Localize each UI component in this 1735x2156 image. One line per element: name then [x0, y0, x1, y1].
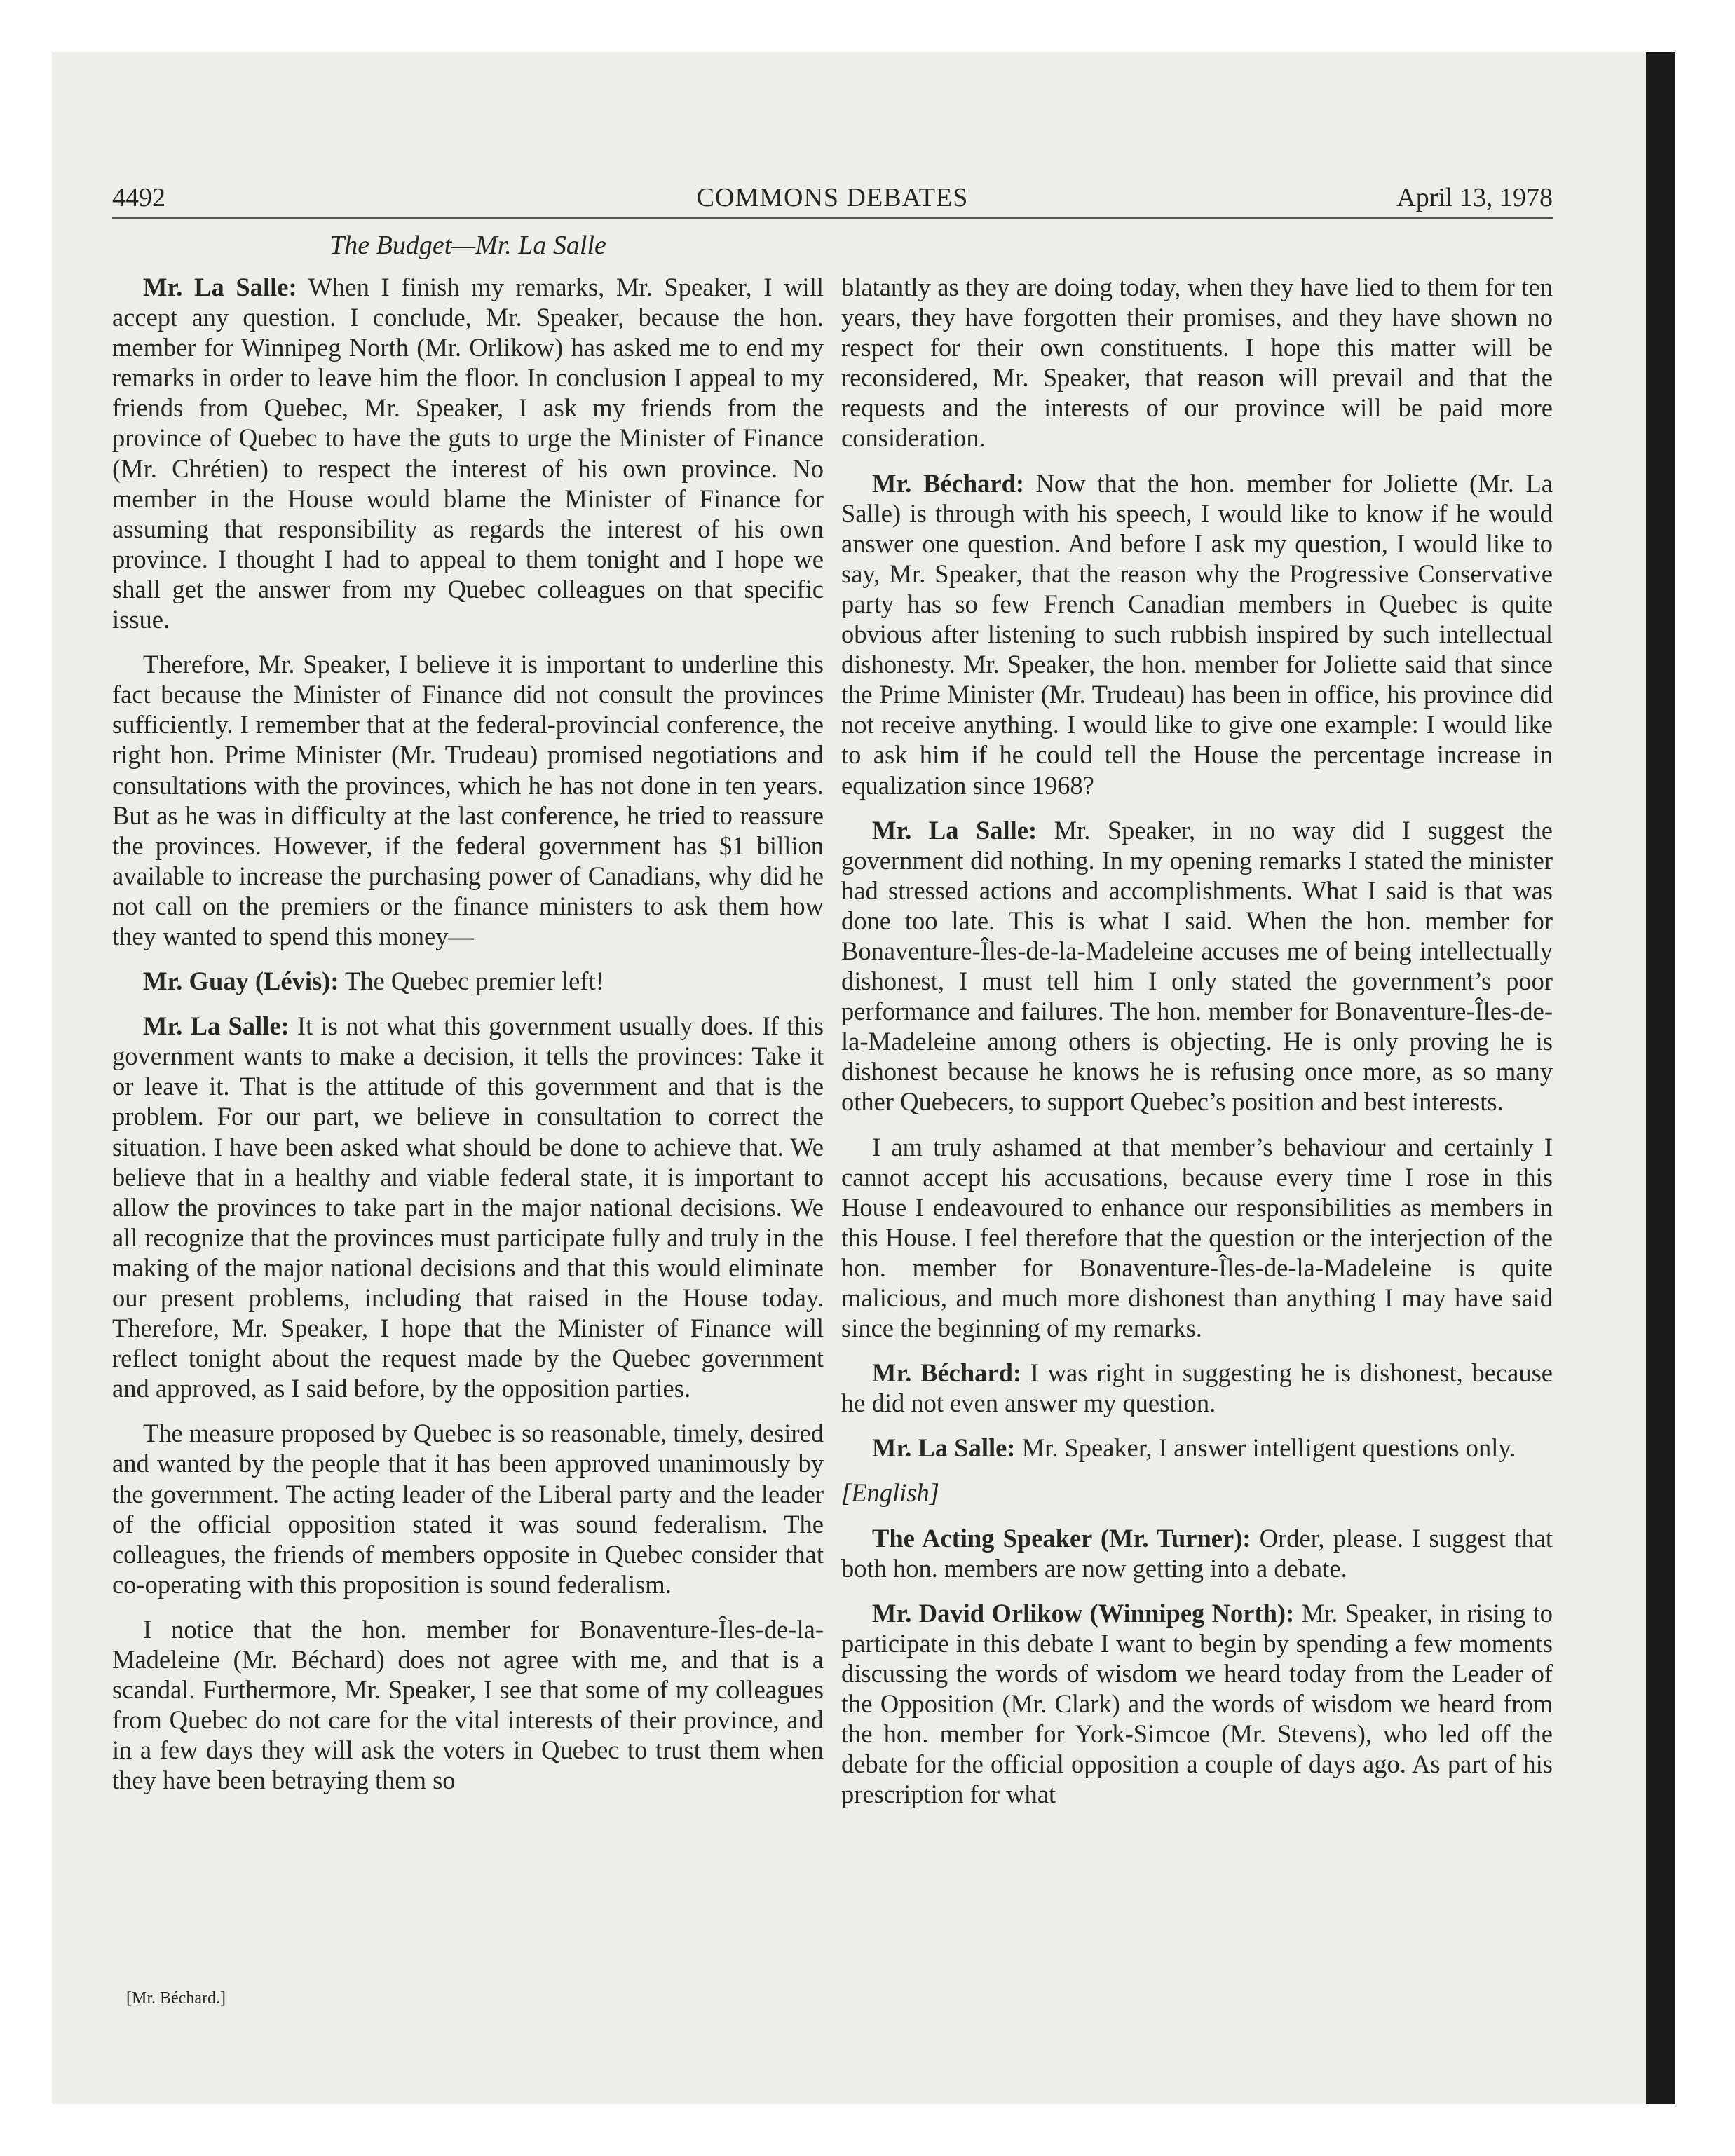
speaker-name: The Acting Speaker (Mr. Turner):: [872, 1523, 1251, 1553]
paragraph: [112, 1418, 824, 1599]
left-column: [112, 272, 824, 1810]
page-number: 4492: [112, 183, 165, 212]
publication-title: COMMONS DEBATES: [696, 183, 969, 212]
paragraph-text: I was right in suggesting he is dishonest, because he did not even answer my question.: [841, 1358, 1553, 1418]
speaker-name: Mr. Béchard:: [872, 468, 1025, 498]
issue-date: April 13, 1978: [1396, 183, 1553, 212]
paragraph-text: I am truly ashamed at that member’s behaviour and certainly I cannot accept his accusations, because every time I rose in this House I endeavoured to enhance our responsibilities as members in this House. I feel therefore that the question or the interjection of the hon. member for Bonaventure-Îles-de-la-Madeleine is quite malicious, and much more dishonest than anything I may have said since the beginning of my remarks.: [841, 1132, 1553, 1343]
paragraph: [112, 966, 824, 996]
speaker-name: Mr. La Salle:: [872, 1433, 1016, 1463]
paragraph: [112, 1011, 824, 1403]
paragraph: [841, 1523, 1553, 1583]
paragraph: [841, 468, 1553, 800]
language-tag: [English]: [841, 1478, 939, 1508]
speaker-name: Mr. La Salle:: [872, 815, 1037, 845]
paragraph-text: blatantly as they are doing today, when they have lied to them for ten years, they have forgotten their promises, and they have shown no respect for their own constituents. I hope this matter will be reconsidered, Mr. Speaker, that reason will prevail and that the requests and the interests of our province will be paid more consideration.: [841, 273, 1553, 453]
speaker-name: Mr. Béchard:: [872, 1358, 1022, 1388]
paragraph: [841, 1358, 1553, 1418]
paragraph-text: The measure proposed by Quebec is so reasonable, timely, desired and wanted by the people that it has been approved unanimously by the government. The acting leader of the Liberal party and the leader of the official opposition stated it was sound federalism. The colleagues, the friends of members opposite in Quebec consider that co-operating with this proposition is sound federalism.: [112, 1419, 824, 1599]
paragraph-text: Therefore, Mr. Speaker, I believe it is important to underline this fact because the Minister of Finance did not consult the provinces sufficiently. I remember that at the federal-provincial conference, the right hon. Prime Minister (Mr. Trudeau) promised negotiations and consultations with the provinces, which he has not done in ten years. But as he was in difficulty at the last conference, he tried to reassure the provinces. However, if the federal government has $1 billion available to increase the purchasing power of Canadians, why did he not call on the premiers or the finance ministers to ask them how they wanted to spend this money—: [112, 650, 824, 950]
speaker-name: Mr. La Salle:: [143, 1011, 290, 1041]
speaker-name: Mr. Guay (Lévis):: [143, 967, 339, 996]
page-binding-edge: [1646, 52, 1675, 2104]
paragraph-text: Now that the hon. member for Joliette (Mr. La Salle) is through with his speech, I would like to know if he would answer one question. And before I ask my question, I would like to say, Mr. Speaker, that the reason why the Progressive Conservative party has so few French Canadian members in Quebec is quite obvious after listening to such rubbish inspired by such intellectual dishonesty. Mr. Speaker, the hon. member for Joliette said that since the Prime Minister (Mr. Trudeau) has been in office, his province did not receive anything. I would like to give one example: I would like to ask him if he could tell the House the percentage increase in equalization since 1968?: [841, 468, 1553, 800]
paragraph-text: It is not what this government usually does. If this government wants to make a decision, it tells the provinces: Take it or leave it. That is the attitude of this government and that is the problem. For our part, we believe in consultation to correct the situation. I have been asked what should be done to achieve that. We believe that in a healthy and viable federal state, it is important to allow the provinces to take part in the major national decisions. We all recognize that the provinces must participate fully and truly in the making of the major national decisions and that this would eliminate our present problems, including that raised in the House today. Therefore, Mr. Speaker, I hope that the Minister of Finance will reflect tonight about the request made by the Quebec government and approved, as I said before, by the opposition parties.: [112, 1011, 824, 1403]
speaker-name: Mr. David Orlikow (Winnipeg North):: [872, 1598, 1295, 1628]
paragraph-text: When I finish my remarks, Mr. Speaker, I will accept any question. I conclude, Mr. Speaker, because the hon. member for Winnipeg North (Mr. Orlikow) has asked me to end my remarks in order to leave him the floor. In conclusion I appeal to my friends from Quebec, Mr. Speaker, I ask my friends from the province of Quebec to have the guts to urge the Minister of Finance (Mr. Chrétien) to respect the interest of his own province. No member in the House would blame the Minister of Finance for assuming that responsibility as regards the interest of his own province. I thought I had to appeal to them tonight and I hope we shall get the answer from my Quebec colleagues on that specific issue.: [112, 273, 824, 634]
paragraph: [112, 272, 824, 634]
paragraph: [841, 272, 1553, 453]
section-subtitle: The Budget—Mr. La Salle: [329, 231, 606, 260]
paragraph-text: Order, please. I suggest that both hon. members are now getting into a debate.: [841, 1523, 1553, 1583]
footer-reference: [Mr. Béchard.]: [126, 1989, 226, 2007]
paragraph: [112, 649, 824, 951]
paragraph-text: The Quebec premier left!: [339, 967, 604, 996]
paragraph-text: I notice that the hon. member for Bonaventure-Îles-de-la-Madeleine (Mr. Béchard) does not agree with me, and that is a scandal. Furthermore, Mr. Speaker, I see that some of my colleagues from Quebec do not care for the vital interests of their province, and in a few days they will ask the voters in Quebec to trust them when they have been betraying them so: [112, 1614, 824, 1795]
paragraph: [841, 1433, 1553, 1463]
right-column: [841, 272, 1553, 1824]
paragraph-text: Mr. Speaker, in rising to participate in this debate I want to begin by spending a few moments discussing the words of wisdom we heard today from the Leader of the Opposition (Mr. Clark) and the words of wisdom we heard from the hon. member for York-Simcoe (Mr. Stevens), who led off the debate for the official opposition a couple of days ago. As part of his prescription for what: [841, 1598, 1553, 1809]
speaker-name: Mr. La Salle:: [143, 273, 297, 301]
paragraph: [841, 1132, 1553, 1344]
paragraph: [841, 815, 1553, 1117]
page-header: [112, 181, 1553, 219]
paragraph: [841, 1478, 1553, 1508]
paragraph: [841, 1598, 1553, 1810]
paragraph-text: Mr. Speaker, in no way did I suggest the government did nothing. In my opening remarks I stated the minister had stressed actions and accomplishments. What I said is that was done too late. This is what I said. When the hon. member for Bonaventure-Îles-de-la-Madeleine accuses me of being intellectually dishonest, I must tell him I only stated the government’s poor performance and failures. The hon. member for Bonaventure-Îles-de-la-Madeleine among others is objecting. He is only proving he is dishonest because he knows he is refusing once more, as so many other Quebecers, to support Quebec’s position and best interests.: [841, 815, 1553, 1117]
paragraph: [112, 1614, 824, 1796]
paragraph-text: Mr. Speaker, I answer intelligent questions only.: [1015, 1433, 1516, 1463]
